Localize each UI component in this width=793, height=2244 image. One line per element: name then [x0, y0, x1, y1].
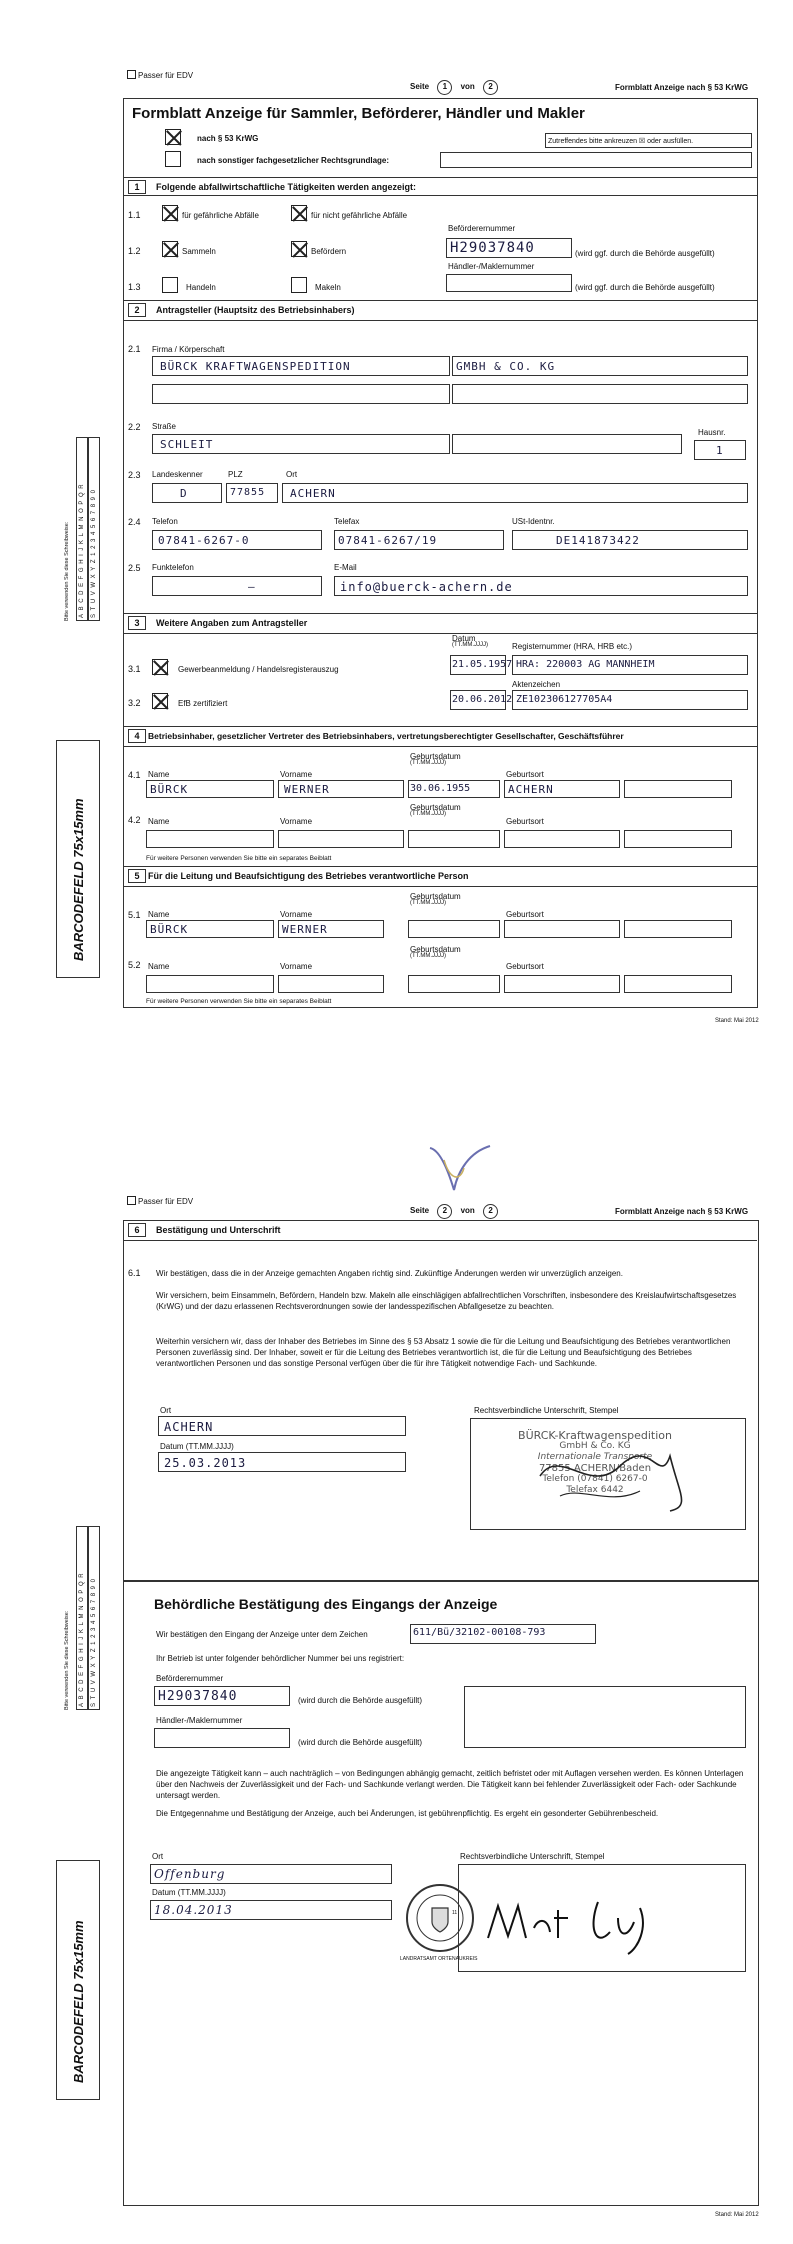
opt-sonstige-label: nach sonstiger fachgesetzlicher Rechtsgrundlage:	[197, 156, 390, 165]
divider	[123, 195, 757, 196]
befoerderernummer-note: (wird durch die Behörde ausgefüllt)	[298, 1696, 423, 1705]
ort-value: ACHERN	[290, 487, 336, 500]
rechtsgrundlage-field[interactable]	[440, 152, 752, 168]
makeln-label: Makeln	[315, 283, 341, 292]
row-3-1: 3.1	[128, 664, 141, 674]
vorname-label-4: Vorname	[280, 962, 313, 971]
p52-name-field[interactable]	[146, 975, 274, 993]
firma-field-3[interactable]	[152, 384, 450, 404]
ust-value: DE141873422	[556, 534, 640, 547]
hausnr-label: Hausnr.	[698, 428, 726, 437]
authority-text-4: Die Entgegennahme und Bestätigung der Anzeige, auch bei Änderungen, ist gebührenpflichtig. Es ergeht ein gesonderter Gebührenbescheid.	[156, 1809, 659, 1818]
haendlernummer-label: Händler-/Maklernummer	[448, 262, 535, 271]
form-reference: Formblatt Anzeige nach § 53 KrWG	[615, 83, 749, 92]
geb-datum-label-2: Geburtsdatum	[410, 803, 461, 812]
barcode-field	[56, 1860, 100, 2100]
telefax-label: Telefax	[334, 517, 360, 526]
row-2-1: 2.1	[128, 344, 141, 354]
section-4-number: 4	[128, 729, 146, 743]
authority-text-3: Die angezeigte Tätigkeit kann – auch nachträglich – von Bedingungen abhängig gemacht, zeitlich befristet oder mit Auflagen versehen werden. Es können Unterlagen über den Nachweis der Zuverlässigkeit und der Fach- und Sachkunde verlangt werden. Die Tätigkeit kann bei fehlender Zuverlässigkeit oder Fach- oder Sachkunde untersagt werden.	[156, 1769, 744, 1800]
authority-datum-label: Datum (TT.MM.JJJJ)	[152, 1888, 226, 1897]
alphabet-row-2: STUVWXYZ1234567890	[88, 1526, 100, 1710]
official-seal	[404, 1882, 476, 1954]
authority-datum-value: 18.04.2013	[154, 1903, 233, 1917]
geb-ort-label-4: Geburtsort	[506, 962, 544, 971]
alphabet-hint: Bitte verwenden Sie diese Schreibweise:	[64, 1610, 70, 1710]
barcode-label: BARCODEFELD 75x15mm	[71, 1920, 86, 2083]
nicht-gefaehrlich-label: für nicht gefährliche Abfälle	[311, 211, 408, 220]
p51-geb-field[interactable]	[408, 920, 500, 938]
alphabet-guide	[64, 435, 116, 621]
geb-datum-format: (TT.MM.JJJJ)	[410, 760, 446, 766]
registernummer-label: Registernummer (HRA, HRB etc.)	[512, 642, 633, 651]
form-reference: Formblatt Anzeige nach § 53 KrWG	[615, 1207, 749, 1216]
funktelefon-label: Funktelefon	[152, 563, 194, 572]
strasse-value: SCHLEIT	[160, 438, 214, 451]
divider	[123, 886, 757, 887]
alphabet-guide	[64, 1524, 116, 1710]
zeichen-value: 611/Bü/32102-00108-793	[413, 1627, 546, 1638]
signature-mark	[520, 1436, 720, 1516]
name-label-4: Name	[148, 962, 170, 971]
divider	[123, 1240, 757, 1241]
p52-extra-field[interactable]	[624, 975, 732, 993]
p42-geb-field[interactable]	[408, 830, 500, 848]
company-stamp: BÜRCK-Kraftwagenspedition GmbH & Co. KG Internationale Transporte 77855 ACHERN/Baden Telefon (07841) 6267-0 Telefax 6442	[518, 1429, 672, 1495]
geb-ort-label-2: Geburtsort	[506, 817, 544, 826]
row-2-2: 2.2	[128, 422, 141, 432]
row-5-1: 5.1	[128, 910, 141, 920]
alphabet-hint: Bitte verwenden Sie diese Schreibweise:	[64, 521, 70, 621]
divider	[123, 726, 757, 727]
opt-53-krwg-checkbox[interactable]	[165, 129, 181, 145]
sammeln-checkbox[interactable]	[162, 241, 178, 257]
aktenzeichen-label: Aktenzeichen	[512, 680, 561, 689]
section-2-number: 2	[128, 303, 146, 317]
stand-label: Stand: Mai 2012	[715, 2212, 759, 2218]
haendlernummer-field[interactable]	[154, 1728, 290, 1748]
firma-value-2: GMBH & CO. KG	[456, 360, 556, 373]
efb-label: EfB zertifiziert	[178, 699, 228, 708]
befoerderernummer-note: (wird ggf. durch die Behörde ausgefüllt)	[575, 249, 715, 258]
gewerbeanmeldung-checkbox[interactable]	[152, 659, 168, 675]
befoerdern-label: Befördern	[311, 247, 347, 256]
ort-field[interactable]	[282, 483, 748, 503]
geb-datum-format-4: (TT.MM.JJJJ)	[410, 953, 446, 959]
ort-label: Ort	[286, 470, 298, 479]
section-6-para-1: Wir bestätigen, dass die in der Anzeige gemachten Angaben richtig sind. Zukünftige Änderungen werden wir unverzüglich anzeigen.	[156, 1269, 623, 1278]
landeskenner-label: Landeskenner	[152, 470, 203, 479]
plz-label: PLZ	[228, 470, 243, 479]
page-1	[0, 0, 793, 1040]
section-1-title: Folgende abfallwirtschaftliche Tätigkeiten werden angezeigt:	[156, 182, 417, 192]
section-3-number: 3	[128, 616, 146, 630]
vorname-label: Vorname	[280, 770, 313, 779]
gewerbeanmeldung-label: Gewerbeanmeldung / Handelsregisterauszug	[178, 665, 339, 674]
divider	[123, 320, 757, 321]
vorname-label-3: Vorname	[280, 910, 313, 919]
pen-scribble	[420, 1140, 500, 1200]
alphabet-row-1: ABCDEFGHIJKLMNOPQR	[76, 1526, 88, 1710]
gefaehrlich-label: für gefährliche Abfälle	[182, 211, 259, 220]
section-6-title: Bestätigung und Unterschrift	[156, 1225, 281, 1235]
row-5-2: 5.2	[128, 960, 141, 970]
page-indicator: Seite 1 von 2	[410, 80, 498, 95]
p42-vorname-field[interactable]	[278, 830, 404, 848]
registernummer-value: HRA: 220003 AG MANNHEIM	[516, 659, 655, 670]
datum-format: (TT.MM.JJJJ)	[452, 642, 488, 648]
row-4-1: 4.1	[128, 770, 141, 780]
ort-label: Ort	[160, 1406, 172, 1415]
authority-signature-label: Rechtsverbindliche Unterschrift, Stempel	[460, 1852, 605, 1861]
geb-datum-label: Geburtsdatum	[410, 752, 461, 761]
section-6-number: 6	[128, 1223, 146, 1237]
telefon-value: 07841-6267-0	[158, 534, 250, 547]
edv-marker	[127, 70, 136, 79]
authority-reg-box[interactable]	[464, 1686, 746, 1748]
row-6-1: 6.1	[128, 1268, 141, 1278]
name-label: Name	[148, 770, 170, 779]
haendlernummer-label: Händler-/Maklernummer	[156, 1716, 243, 1725]
p42-extra-field[interactable]	[624, 830, 732, 848]
page-indicator: Seite 2 von 2	[410, 1204, 498, 1219]
row-2-4: 2.4	[128, 517, 141, 527]
opt-53-krwg-label: nach § 53 KrWG	[197, 134, 259, 143]
geb-datum-format-2: (TT.MM.JJJJ)	[410, 811, 446, 817]
befoerderernummer-label: Beförderernummer	[448, 224, 516, 233]
more-persons-note-2: Für weitere Personen verwenden Sie bitte ein separates Beiblatt	[146, 998, 332, 1005]
geb-datum-format-3: (TT.MM.JJJJ)	[410, 900, 446, 906]
telefax-value: 07841-6267/19	[338, 534, 438, 547]
p51-vorname-value: WERNER	[282, 923, 328, 936]
section-6-para-3: Weiterhin versichern wir, dass der Inhaber des Betriebes im Sinne des § 53 Absatz 1 sowie die für die Leitung und Beaufsichtigung des Betriebes verantwortlichen Personen zuverlässig sind. Der Inhaber, soweit er für die Leitung des Betriebes verantwortlich ist, die für die Leitung und Beaufsichtigung des Betriebes verantwortlichen Personen und das sonstige Personal verfügen über die für ihre Tätigkeit notwendige Fach- und Sachkunde.	[156, 1337, 731, 1368]
efb-datum-value: 20.06.2012	[452, 694, 513, 705]
page-2	[0, 1140, 793, 2244]
alphabet-row-1: ABCDEFGHIJKLMNOPQR	[76, 437, 88, 621]
authority-text-1: Wir bestätigen den Eingang der Anzeige unter dem Zeichen	[156, 1630, 368, 1639]
sammeln-label: Sammeln	[182, 247, 216, 256]
befoerdern-checkbox[interactable]	[291, 241, 307, 257]
p52-ort-field[interactable]	[504, 975, 620, 993]
barcode-field	[56, 740, 100, 978]
divider	[123, 613, 757, 614]
funktelefon-value: –	[248, 580, 256, 593]
funktelefon-field[interactable]	[152, 576, 322, 596]
haendlernummer-note: (wird durch die Behörde ausgefüllt)	[298, 1738, 423, 1747]
stand-label: Stand: Mai 2012	[715, 1018, 759, 1024]
signature-label: Rechtsverbindliche Unterschrift, Stempel	[474, 1406, 619, 1415]
authority-ort-value: Offenburg	[154, 1867, 226, 1881]
p51-name-value: BÜRCK	[150, 923, 189, 936]
p51-ort-field[interactable]	[504, 920, 620, 938]
divider	[123, 866, 757, 867]
p52-vorname-field[interactable]	[278, 975, 384, 993]
datum-label: Datum	[452, 634, 476, 643]
divider	[123, 300, 757, 301]
email-label: E-Mail	[334, 563, 357, 572]
hint-box: Zutreffendes bitte ankreuzen ☒ oder ausfüllen.	[545, 133, 752, 148]
haendlernummer-note: (wird ggf. durch die Behörde ausgefüllt)	[575, 283, 715, 292]
p41-vorname-value: WERNER	[284, 783, 330, 796]
section-5-number: 5	[128, 869, 146, 883]
handeln-checkbox[interactable]	[162, 277, 178, 293]
ort-value: ACHERN	[164, 1420, 214, 1434]
aktenzeichen-value: ZE102306127705A4	[516, 694, 613, 705]
name-label-2: Name	[148, 817, 170, 826]
befoerderernummer-value: H29037840	[158, 1689, 238, 1704]
strasse-label: Straße	[152, 422, 177, 431]
telefon-label: Telefon	[152, 517, 178, 526]
section-5-title: Für die Leitung und Beaufsichtigung des Betriebes verantwortliche Person	[148, 871, 469, 881]
hausnr-value: 1	[716, 444, 724, 457]
seal-number: 11	[452, 1910, 458, 1916]
section-4-title: Betriebsinhaber, gesetzlicher Vertreter des Betriebsinhabers, vertretungsberechtigter Gesellschafter, Geschäftsführer	[148, 731, 624, 741]
barcode-label: BARCODEFELD 75x15mm	[71, 798, 86, 961]
firma-field-4[interactable]	[452, 384, 748, 404]
vorname-label-2: Vorname	[280, 817, 313, 826]
geb-ort-label: Geburtsort	[506, 770, 544, 779]
p52-geb-field[interactable]	[408, 975, 500, 993]
row-1-1: 1.1	[128, 210, 141, 220]
p41-ort-value: ACHERN	[508, 783, 554, 796]
row-3-2: 3.2	[128, 698, 141, 708]
section-6-para-2: Wir versichern, beim Einsammeln, Befördern, Handeln bzw. Makeln alle einschlägigen abfallrechtlichen Vorschriften, insbesondere des Kreislaufwirtschaftsgesetzes (KrWG) und der dazu erlassenen Rechtsverordnungen sowie der landesspezifischen Abfallgesetze zu beachten.	[156, 1291, 737, 1311]
authority-title: Behördliche Bestätigung des Eingangs der Anzeige	[154, 1596, 498, 1612]
datum-value: 25.03.2013	[164, 1456, 247, 1470]
datum-label: Datum (TT.MM.JJJJ)	[160, 1442, 234, 1451]
section-2-title: Antragsteller (Hauptsitz des Betriebsinhabers)	[156, 305, 355, 315]
p51-extra-field[interactable]	[624, 920, 732, 938]
geb-datum-label-4: Geburtsdatum	[410, 945, 461, 954]
edv-label: Passer für EDV	[138, 71, 194, 80]
alphabet-row-2: STUVWXYZ1234567890	[88, 437, 100, 621]
firma-label: Firma / Körperschaft	[152, 345, 225, 354]
befoerderernummer-label: Beförderernummer	[156, 1674, 224, 1683]
row-1-2: 1.2	[128, 246, 141, 256]
row-1-3: 1.3	[128, 282, 141, 292]
makeln-checkbox[interactable]	[291, 277, 307, 293]
edv-label: Passer für EDV	[138, 1197, 194, 1206]
geb-ort-label-3: Geburtsort	[506, 910, 544, 919]
authority-signature	[478, 1888, 678, 1958]
befoerderernummer-value: H29037840	[450, 240, 535, 256]
firma-value-1: BÜRCK KRAFTWAGENSPEDITION	[160, 360, 351, 373]
p41-extra-field[interactable]	[624, 780, 732, 798]
ust-label: USt-Identnr.	[512, 517, 555, 526]
efb-checkbox[interactable]	[152, 693, 168, 709]
divider	[123, 746, 757, 747]
p42-ort-field[interactable]	[504, 830, 620, 848]
p41-geb-value: 30.06.1955	[410, 783, 471, 794]
haendlernummer-field[interactable]	[446, 274, 572, 292]
section-3-title: Weitere Angaben zum Antragsteller	[156, 618, 308, 628]
row-2-3: 2.3	[128, 470, 141, 480]
authority-text-2: Ihr Betrieb ist unter folgender behördlicher Nummer bei uns registriert:	[156, 1654, 405, 1663]
landeskenner-value: D	[180, 487, 188, 500]
handeln-label: Handeln	[186, 283, 216, 292]
row-4-2: 4.2	[128, 815, 141, 825]
nicht-gefaehrlich-checkbox[interactable]	[291, 205, 307, 221]
divider	[123, 633, 757, 634]
section-1-number: 1	[128, 180, 146, 194]
divider	[123, 177, 757, 178]
plz-value: 77855	[230, 487, 266, 498]
edv-marker	[127, 1196, 136, 1205]
geb-datum-label-3: Geburtsdatum	[410, 892, 461, 901]
form-title: Formblatt Anzeige für Sammler, Beförderer, Händler und Makler	[132, 105, 585, 122]
gefaehrlich-checkbox[interactable]	[162, 205, 178, 221]
row-2-5: 2.5	[128, 563, 141, 573]
name-label-3: Name	[148, 910, 170, 919]
seal-text: LANDRATSAMT ORTENAUKREIS	[400, 1956, 478, 1962]
p42-name-field[interactable]	[146, 830, 274, 848]
more-persons-note: Für weitere Personen verwenden Sie bitte ein separates Beiblatt	[146, 855, 332, 862]
p41-name-value: BÜRCK	[150, 783, 189, 796]
email-value: info@buerck-achern.de	[340, 580, 513, 594]
gewerbe-datum-value: 21.05.1957	[452, 659, 513, 670]
strasse-field-2[interactable]	[452, 434, 682, 454]
authority-ort-label: Ort	[152, 1852, 164, 1861]
opt-sonstige-checkbox[interactable]	[165, 151, 181, 167]
